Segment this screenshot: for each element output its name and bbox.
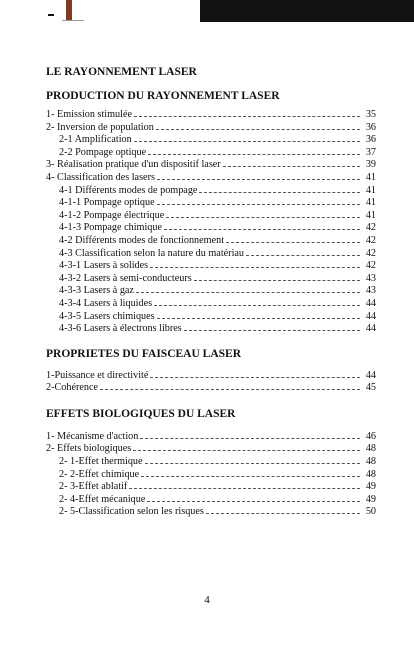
toc-leader-dots xyxy=(133,449,360,451)
toc-entry-title: 4-3-2 Lasers à semi-conducteurs xyxy=(59,272,192,284)
toc-entry xyxy=(46,285,376,298)
toc-entry-page: 44 xyxy=(365,310,376,322)
toc-entry-title: 2- 2-Effet chimique xyxy=(59,468,140,480)
toc-entry-page: 41 xyxy=(365,197,376,209)
toc-entry-title: 1- Mécanisme d'action xyxy=(46,430,139,442)
toc-leader-dots xyxy=(129,487,360,489)
toc-leader-dots xyxy=(164,228,360,230)
toc-leader-dots xyxy=(194,279,360,281)
toc-leader-dots xyxy=(157,203,360,205)
toc-leader-dots xyxy=(157,178,360,180)
toc-entry xyxy=(46,443,376,456)
toc-entry xyxy=(46,298,376,311)
document-title: LE RAYONNEMENT LASER xyxy=(46,66,197,78)
toc-leader-dots xyxy=(147,500,360,502)
toc-entry-page: 42 xyxy=(365,260,376,272)
toc-entry-page: 48 xyxy=(365,456,376,468)
section-heading: PROPRIETES DU FAISCEAU LASER xyxy=(46,347,242,360)
toc-leader-dots xyxy=(145,462,360,464)
toc-entry-title: 1-Puissance et directivité xyxy=(46,369,149,381)
toc-entry xyxy=(46,235,376,248)
toc-entry xyxy=(46,159,376,172)
toc-entry-title: 4-3-4 Lasers à liquides xyxy=(59,297,153,309)
toc-entry-page: 43 xyxy=(365,272,376,284)
toc-entry-title: 4-1-1 Pompage optique xyxy=(59,197,155,209)
toc-entry xyxy=(46,431,376,444)
toc-entry-page: 44 xyxy=(365,297,376,309)
toc-entry-page: 37 xyxy=(365,146,376,158)
toc-entry-page: 44 xyxy=(365,369,376,381)
toc-leader-dots xyxy=(156,128,360,130)
toc-entry-page: 41 xyxy=(365,171,376,183)
toc-entry xyxy=(46,197,376,210)
toc-leader-dots xyxy=(154,304,360,306)
toc-entry xyxy=(46,494,376,507)
toc-entry-title: 2-2 Pompage optique xyxy=(59,146,147,158)
toc-entry-page: 41 xyxy=(365,184,376,196)
toc-entry-title: 4-3-6 Lasers à électrons libres xyxy=(59,323,182,335)
toc-entry xyxy=(46,506,376,519)
toc-entry-page: 46 xyxy=(365,430,376,442)
toc-leader-dots xyxy=(100,388,360,390)
toc-entry-title: 3- Réalisation pratique d'un dispositif laser xyxy=(46,159,221,171)
toc-entry xyxy=(46,273,376,286)
toc-entry-title: 2- Effets biologiques xyxy=(46,443,132,455)
toc-entry-title: 2- 4-Effet mécanique xyxy=(59,493,146,505)
toc-entry-page: 50 xyxy=(365,506,376,518)
toc-entry-page: 49 xyxy=(365,493,376,505)
toc-entry-title: 2-Cohérence xyxy=(46,382,99,394)
toc-leader-dots xyxy=(134,115,360,117)
page-header-dash xyxy=(48,14,54,16)
toc-entry-page: 36 xyxy=(365,121,376,133)
toc-entry-page: 43 xyxy=(365,285,376,297)
toc-entry xyxy=(46,311,376,324)
toc-entry-title: 1- Emission stimulée xyxy=(46,109,133,120)
toc-leader-dots xyxy=(184,329,360,331)
toc-entry xyxy=(46,109,376,122)
toc-entry-title: 2- Inversion de population xyxy=(46,121,154,133)
toc-entry xyxy=(46,248,376,261)
toc-list xyxy=(46,431,376,519)
toc-leader-dots xyxy=(150,266,360,268)
toc-entry-title: 2- 3-Effet ablatif xyxy=(59,481,128,493)
toc-entry xyxy=(46,122,376,135)
toc-entry-title: 4-3-3 Lasers à gaz xyxy=(59,285,134,297)
toc-entry xyxy=(46,456,376,469)
toc-leader-dots xyxy=(223,165,360,167)
section-heading: PRODUCTION DU RAYONNEMENT LASER xyxy=(46,90,280,102)
toc-list xyxy=(46,109,376,336)
toc-entry-title: 4-1-2 Pompage électrique xyxy=(59,209,165,221)
toc-entry xyxy=(46,222,376,235)
toc-entry xyxy=(46,481,376,494)
page-header-mark xyxy=(66,0,72,20)
toc-entry-title: 4-2 Différents modes de fonctionnement xyxy=(59,234,225,246)
toc-entry-page: 42 xyxy=(365,247,376,259)
toc-entry-page: 42 xyxy=(365,222,376,234)
toc-entry-page: 48 xyxy=(365,468,376,480)
toc-entry xyxy=(46,172,376,185)
toc-entry-page: 42 xyxy=(365,234,376,246)
toc-entry-page: 39 xyxy=(365,159,376,171)
toc-leader-dots xyxy=(157,317,360,319)
toc-entry xyxy=(46,260,376,273)
toc-list xyxy=(46,370,376,395)
toc-entry-page: 36 xyxy=(365,134,376,146)
table-of-contents xyxy=(46,66,376,519)
toc-entry xyxy=(46,382,376,395)
toc-leader-dots xyxy=(134,140,360,142)
toc-leader-dots xyxy=(226,241,360,243)
toc-leader-dots xyxy=(141,475,360,477)
toc-leader-dots xyxy=(206,512,360,514)
toc-leader-dots xyxy=(136,291,360,293)
toc-entry-title: 2- 5-Classification selon les risques xyxy=(59,506,204,518)
toc-leader-dots xyxy=(140,437,360,439)
toc-entry-page: 48 xyxy=(365,443,376,455)
toc-entry-page: 44 xyxy=(365,323,376,335)
toc-entry-page: 45 xyxy=(365,382,376,394)
toc-entry-title: 4-3 Classification selon la nature du matériau xyxy=(59,247,245,259)
toc-entry xyxy=(46,134,376,147)
toc-entry-title: 4-3-5 Lasers chimiques xyxy=(59,310,155,322)
toc-entry-title: 4-1-3 Pompage chimique xyxy=(59,222,162,234)
toc-entry-title: 2- 1-Effet thermique xyxy=(59,456,143,468)
toc-entry xyxy=(46,469,376,482)
toc-leader-dots xyxy=(148,153,360,155)
toc-entry-title: 2-1 Amplification xyxy=(59,134,132,146)
toc-entry-title: 4- Classification des lasers xyxy=(46,171,155,183)
toc-leader-dots xyxy=(166,216,360,218)
toc-entry-page: 49 xyxy=(365,481,376,493)
toc-entry xyxy=(46,147,376,160)
toc-entry-title: 4-1 Différents modes de pompage xyxy=(59,184,198,196)
toc-entry-page: 41 xyxy=(365,209,376,221)
toc-leader-dots xyxy=(246,254,360,256)
page-header-line xyxy=(62,20,84,21)
toc-entry xyxy=(46,210,376,223)
page-number: 4 xyxy=(204,594,210,606)
section-heading: EFFETS BIOLOGIQUES DU LASER xyxy=(46,407,236,420)
toc-leader-dots xyxy=(150,376,360,378)
toc-entry xyxy=(46,185,376,198)
toc-entry-page: 35 xyxy=(365,109,376,120)
page-header-bar xyxy=(200,0,414,22)
toc-entry xyxy=(46,323,376,336)
toc-entry xyxy=(46,370,376,383)
toc-leader-dots xyxy=(199,191,360,193)
toc-entry-title: 4-3-1 Lasers à solides xyxy=(59,260,149,272)
